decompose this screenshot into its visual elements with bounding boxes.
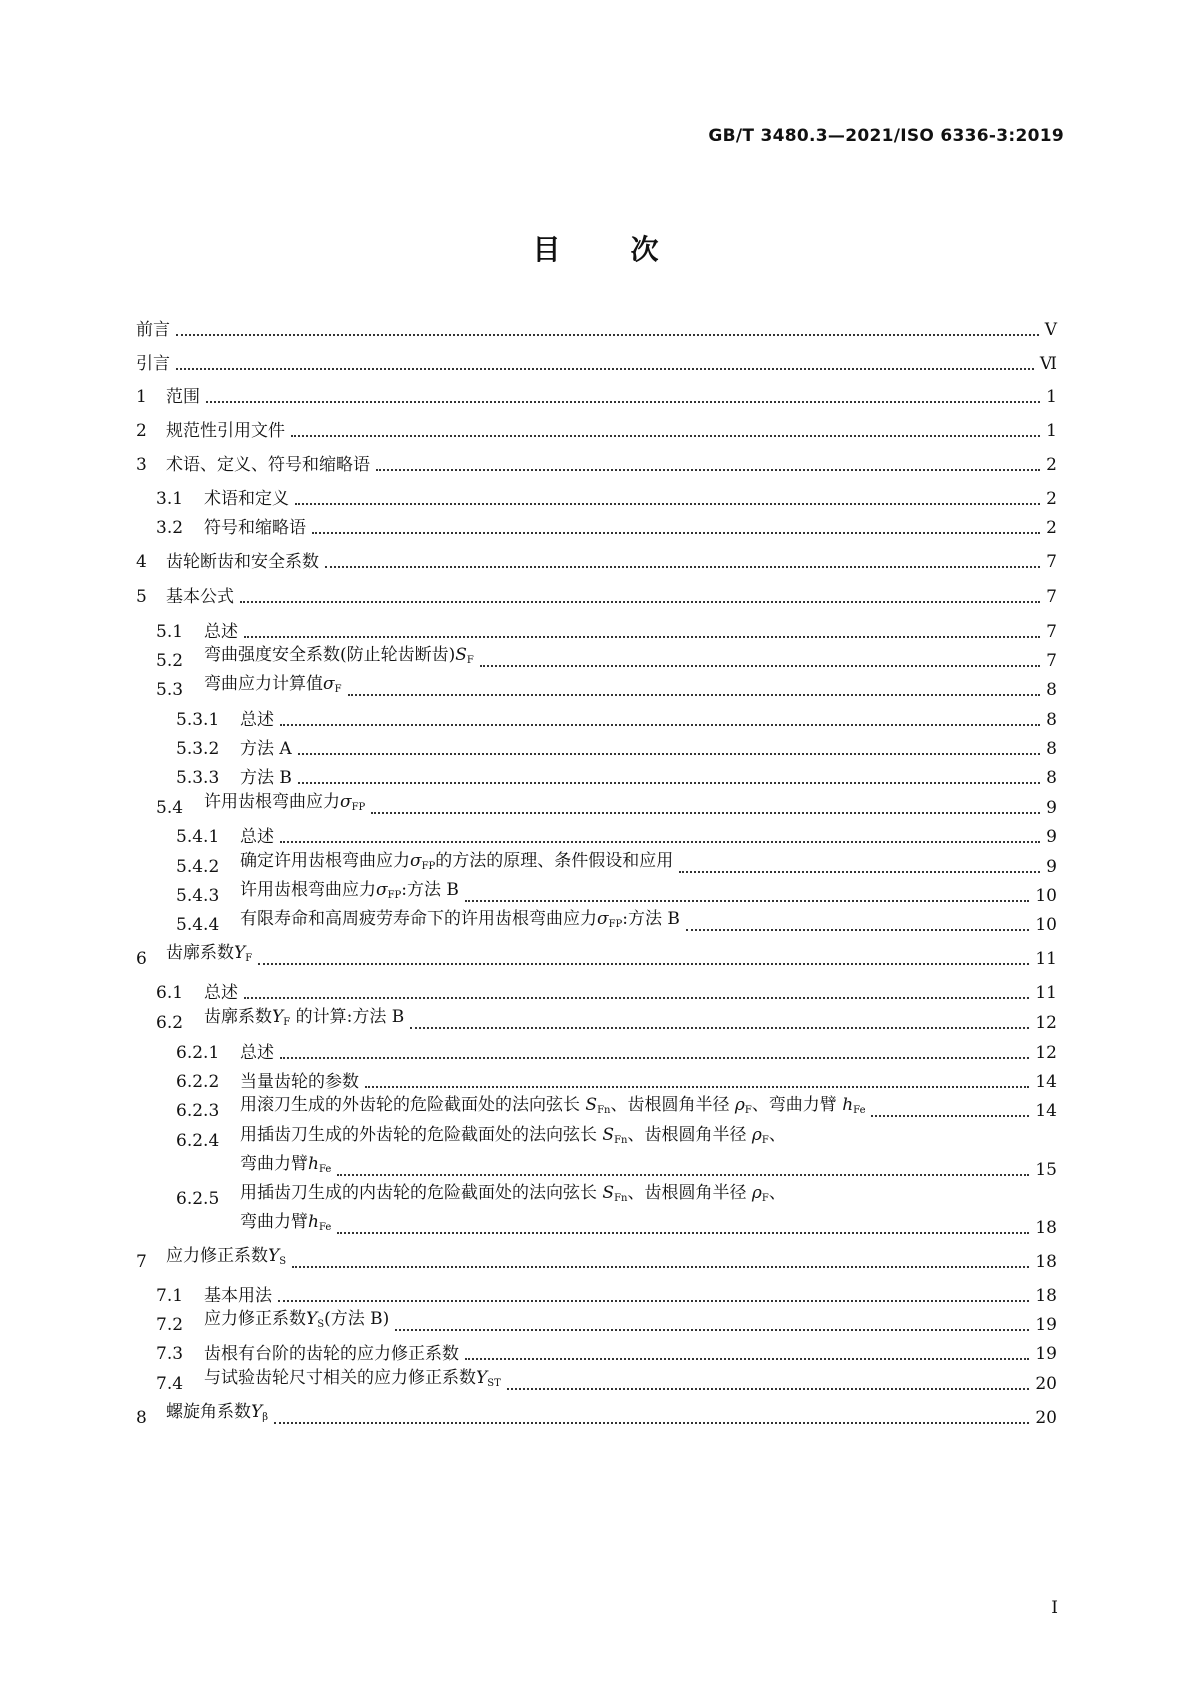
toc-entry-number: 5 [136, 587, 147, 607]
toc-entry-label: 方法 B [240, 768, 292, 788]
toc-entry-page: 20 [1035, 1374, 1057, 1394]
toc-entry[interactable] [136, 1040, 1057, 1066]
toc-entry-number: 3.2 [156, 518, 184, 538]
toc-entry-page: 10 [1035, 886, 1057, 906]
toc-entry-page: Ⅴ [1044, 320, 1057, 340]
dot-leader [410, 1027, 1029, 1029]
dot-leader [337, 1232, 1029, 1234]
toc-entry-number: 5.4.4 [176, 915, 220, 935]
toc-entry-number: 4 [136, 552, 147, 572]
toc-entry-page: 8 [1046, 680, 1057, 700]
math-subscript: F [245, 953, 253, 964]
toc-entry-page: 19 [1035, 1344, 1057, 1364]
toc-entry-number: 1 [136, 387, 147, 407]
toc-entry-label: 总述 [240, 710, 274, 730]
toc-entry-page: 18 [1035, 1218, 1057, 1238]
toc-entry[interactable] [136, 549, 1057, 575]
toc-entry-page: 8 [1046, 710, 1057, 730]
dot-leader [507, 1388, 1030, 1390]
dot-leader [376, 469, 1040, 471]
toc-entry[interactable] [136, 674, 1057, 703]
toc-entry[interactable] [136, 792, 1057, 821]
toc-entry-label-tail: :方法 B [622, 909, 680, 929]
toc-entry-label: 许用齿根弯曲应力$\sigma_{FP}$ [204, 792, 366, 813]
math-symbol: h [308, 1154, 319, 1174]
toc-entry[interactable] [136, 515, 1057, 541]
toc-entry-label: 应力修正系数$Y_S$ [166, 1246, 287, 1267]
toc-entry-number: 5.4 [156, 798, 184, 818]
toc-entry[interactable] [136, 736, 1057, 762]
dot-leader [240, 601, 1040, 603]
dot-leader [298, 782, 1040, 784]
toc-entry-number: 5.4.1 [176, 827, 220, 847]
toc-entry-number: 5.4.3 [176, 886, 220, 906]
dot-leader [278, 1300, 1029, 1302]
toc-entry[interactable] [136, 486, 1057, 512]
dot-leader [280, 841, 1040, 843]
dot-leader [295, 503, 1040, 505]
toc-entry-number: 5.3.3 [176, 768, 220, 788]
dot-leader [244, 636, 1040, 638]
toc-entry-number: 5.3.1 [176, 710, 220, 730]
math-subscript: FP [351, 802, 366, 813]
math-subscript: ST [487, 1378, 501, 1389]
page-title: 目次 [532, 233, 729, 266]
dot-leader [312, 532, 1040, 534]
toc-entry-label: 齿轮断齿和安全系数 [166, 552, 319, 572]
toc-entry-page: 9 [1046, 857, 1057, 877]
toc-entry-page: 7 [1046, 622, 1057, 642]
toc-entry-page: 7 [1046, 587, 1057, 607]
math-symbol: S [455, 645, 467, 665]
math-symbol: Y [476, 1368, 488, 1388]
toc-entry-label: 与试验齿轮尺寸相关的应力修正系数$Y_{ST}$ [204, 1368, 501, 1389]
toc-entry-page: 7 [1046, 552, 1057, 572]
toc-entry[interactable] [136, 824, 1057, 850]
dot-leader [348, 694, 1041, 696]
dot-leader [176, 368, 1034, 370]
toc-entry-label: 总述 [204, 622, 238, 642]
math-subscript: S [317, 1319, 325, 1330]
page-number: I [1051, 1598, 1058, 1618]
dot-leader [679, 871, 1040, 873]
toc-entry-label: 弯曲力臂$h_{Fe}$ [240, 1154, 332, 1175]
dot-leader [325, 566, 1040, 568]
toc-entry-label-tail: :方法 B [401, 880, 459, 900]
math-symbol: Y [234, 943, 246, 963]
toc-entry-number: 6.2.2 [176, 1072, 220, 1092]
toc-entry-label: 弯曲应力计算值$\sigma_F$ [204, 674, 342, 695]
toc-entry-label: 当量齿轮的参数 [240, 1072, 359, 1092]
toc-entry-label: 确定许用齿根弯曲应力$\sigma_{FP}$的方法的原理、条件假设和应用 [240, 851, 674, 872]
toc-entry-page: 18 [1035, 1252, 1057, 1272]
dot-leader [298, 753, 1040, 755]
toc-entry-label: 术语和定义 [204, 489, 289, 509]
toc-entry-number: 5.2 [156, 651, 184, 671]
toc-entry-number: 7.4 [156, 1374, 184, 1394]
toc-entry-page: 2 [1046, 518, 1057, 538]
toc-entry-number: 7.3 [156, 1344, 184, 1364]
math-subscript: FP [421, 861, 436, 872]
toc-entry[interactable] [136, 1368, 1057, 1397]
toc-entry[interactable] [136, 943, 1057, 972]
toc-entry-page: 1 [1046, 387, 1057, 407]
toc-entry-label: 总述 [240, 827, 274, 847]
toc-entry-page: 18 [1035, 1286, 1057, 1306]
toc-entry-number: 7 [136, 1252, 147, 1272]
toc-entry-page: 12 [1035, 1043, 1057, 1063]
toc-entry[interactable] [136, 418, 1057, 444]
math-subscript: Fe [318, 1222, 332, 1233]
toc-entry[interactable] [136, 317, 1057, 343]
math-symbol: σ [597, 909, 609, 929]
toc-entry-number: 3.1 [156, 489, 184, 509]
toc-entry-label: 有限寿命和高周疲劳寿命下的许用齿根弯曲应力$\sigma_{FP}$:方法 B [240, 909, 680, 930]
toc-entry-page: Ⅵ [1039, 354, 1057, 374]
dot-leader [465, 1358, 1029, 1360]
dot-leader [206, 401, 1040, 403]
toc-entry-page: 19 [1035, 1315, 1057, 1335]
toc-entry[interactable] [136, 384, 1057, 410]
math-subscript: Fe [318, 1164, 332, 1175]
toc-entry-label: 齿廓系数$Y_F$ 的计算:方法 B [204, 1007, 405, 1028]
toc-entry-label: 基本用法 [204, 1286, 272, 1306]
toc-entry-number: 6.2.5 [176, 1189, 220, 1209]
toc-entry-number: 6.1 [156, 983, 184, 1003]
toc-entry[interactable] [136, 1341, 1057, 1367]
math-symbol: Y [306, 1309, 318, 1329]
toc-entry-label: 应力修正系数$Y_S$(方法 B) [204, 1309, 390, 1330]
toc-entry[interactable] [136, 765, 1057, 791]
math-subscript: F [466, 655, 474, 666]
math-symbol: Y [251, 1402, 263, 1422]
toc-entry-label: 符号和缩略语 [204, 518, 306, 538]
toc-entry-page: 2 [1046, 489, 1057, 509]
math-symbol: h [308, 1212, 319, 1232]
toc-entry-page: 9 [1046, 798, 1057, 818]
math-subscript: F [283, 1017, 291, 1028]
dot-leader [365, 1086, 1029, 1088]
toc-entry[interactable] [136, 980, 1057, 1006]
toc-entry-label: 规范性引用文件 [166, 421, 285, 441]
toc-entry-number: 5.1 [156, 622, 184, 642]
toc-entry-number: 2 [136, 421, 147, 441]
dot-leader [871, 1115, 1029, 1117]
toc-entry-number: 7.1 [156, 1286, 184, 1306]
toc-entry[interactable] [136, 1309, 1057, 1338]
toc-entry-label: 用插齿刀生成的内齿轮的危险截面处的法向弦长 $S_{Fn}$、齿根圆角半径 $\rho_F$、 [240, 1183, 786, 1204]
toc-entry[interactable] [136, 707, 1057, 733]
toc-entry-page: 9 [1046, 827, 1057, 847]
toc-entry-page: 7 [1046, 651, 1057, 671]
math-symbol: Y [272, 1007, 284, 1027]
toc-entry-label-tail: 的计算:方法 B [290, 1007, 405, 1027]
dot-leader [258, 963, 1029, 965]
toc-entry-number: 6 [136, 949, 147, 969]
toc-entry-label: 引言 [136, 354, 170, 374]
toc-entry-label-tail: 的方法的原理、条件假设和应用 [435, 851, 674, 871]
toc-entry[interactable] [136, 1246, 1057, 1275]
toc-entry-label-tail: (方法 B) [324, 1309, 390, 1329]
toc-entry-number: 6.2.3 [176, 1101, 220, 1121]
toc-entry-number: 5.3 [156, 680, 184, 700]
toc-entry-number: 6.2.4 [176, 1131, 220, 1151]
toc-entry-page: 11 [1035, 949, 1057, 969]
toc-entry-label: 螺旋角系数$Y_\beta$ [166, 1402, 269, 1423]
math-symbol: σ [340, 792, 352, 812]
toc-entry-label: 前言 [136, 320, 170, 340]
toc-entry-page: 15 [1035, 1160, 1057, 1180]
toc-entry[interactable] [136, 584, 1057, 610]
toc-entry-label: 弯曲强度安全系数(防止轮齿断齿)$S_F$ [204, 645, 474, 666]
toc-entry-number: 8 [136, 1408, 147, 1428]
dot-leader [395, 1329, 1029, 1331]
toc-entry[interactable] [136, 1007, 1057, 1036]
math-symbol: σ [410, 851, 422, 871]
toc-entry-number: 6.2.1 [176, 1043, 220, 1063]
dot-leader [480, 665, 1040, 667]
toc-entry-page: 8 [1046, 739, 1057, 759]
toc-entry-label: 范围 [166, 387, 200, 407]
math-subscript: S [279, 1256, 287, 1267]
toc-entry-number: 3 [136, 455, 147, 475]
toc-entry-page: 14 [1035, 1101, 1057, 1121]
dot-leader [280, 1057, 1029, 1059]
toc-entry[interactable] [136, 1095, 1057, 1124]
toc-entry-page: 8 [1046, 768, 1057, 788]
toc-entry-label: 术语、定义、符号和缩略语 [166, 455, 370, 475]
dot-leader [292, 1266, 1029, 1268]
toc-entry[interactable] [136, 909, 1057, 938]
dot-leader [465, 900, 1029, 902]
toc-entry-label: 用插齿刀生成的外齿轮的危险截面处的法向弦长 $S_{Fn}$、齿根圆角半径 $\rho_F$、 [240, 1125, 786, 1146]
math-subscript: FP [387, 890, 402, 901]
toc-entry-number: 5.4.2 [176, 857, 220, 877]
dot-leader [686, 929, 1029, 931]
toc-entry-page: 14 [1035, 1072, 1057, 1092]
math-symbol: Y [268, 1246, 280, 1266]
toc-entry[interactable] [136, 1402, 1057, 1431]
document-code: GB/T 3480.3—2021/ISO 6336-3:2019 [708, 126, 1064, 146]
toc-entry-label: 许用齿根弯曲应力$\sigma_{FP}$:方法 B [240, 880, 459, 901]
toc-entry-label: 用滚刀生成的外齿轮的危险截面处的法向弦长 $S_{Fn}$、齿根圆角半径 $\rho_F$、弯曲力臂 $h_{Fe}$ [240, 1095, 866, 1116]
toc-entry[interactable] [136, 1212, 1057, 1241]
toc-entry-number: 5.3.2 [176, 739, 220, 759]
toc-entry-label: 方法 A [240, 739, 292, 759]
toc-entry-label: 齿根有台阶的齿轮的应力修正系数 [204, 1344, 459, 1364]
toc-entry-page: 10 [1035, 915, 1057, 935]
math-symbol: σ [376, 880, 388, 900]
dot-leader [274, 1422, 1029, 1424]
math-subscript: β [262, 1412, 269, 1423]
math-subscript: F [334, 684, 342, 695]
toc-entry-page: 12 [1035, 1013, 1057, 1033]
toc-entry-page: 1 [1046, 421, 1057, 441]
dot-leader [291, 435, 1040, 437]
toc-entry-page: 11 [1035, 983, 1057, 1003]
dot-leader [337, 1174, 1029, 1176]
dot-leader [176, 334, 1039, 336]
toc-entry-page: 20 [1035, 1408, 1057, 1428]
math-symbol: σ [323, 674, 335, 694]
toc-entry-label: 弯曲力臂$h_{Fe}$ [240, 1212, 332, 1233]
toc-entry-page: 2 [1046, 455, 1057, 475]
math-subscript: FP [608, 919, 623, 930]
dot-leader [371, 812, 1040, 814]
toc-entry-number: 6.2 [156, 1013, 184, 1033]
dot-leader [280, 724, 1040, 726]
dot-leader [244, 997, 1029, 999]
toc-entry-label: 总述 [240, 1043, 274, 1063]
toc-entry-number: 7.2 [156, 1315, 184, 1335]
toc-entry-label: 齿廓系数$Y_F$ [166, 943, 253, 964]
toc-entry[interactable] [136, 452, 1057, 478]
toc-entry-label: 基本公式 [166, 587, 234, 607]
toc-entry-label: 总述 [204, 983, 238, 1003]
toc-entry[interactable] [136, 351, 1057, 377]
